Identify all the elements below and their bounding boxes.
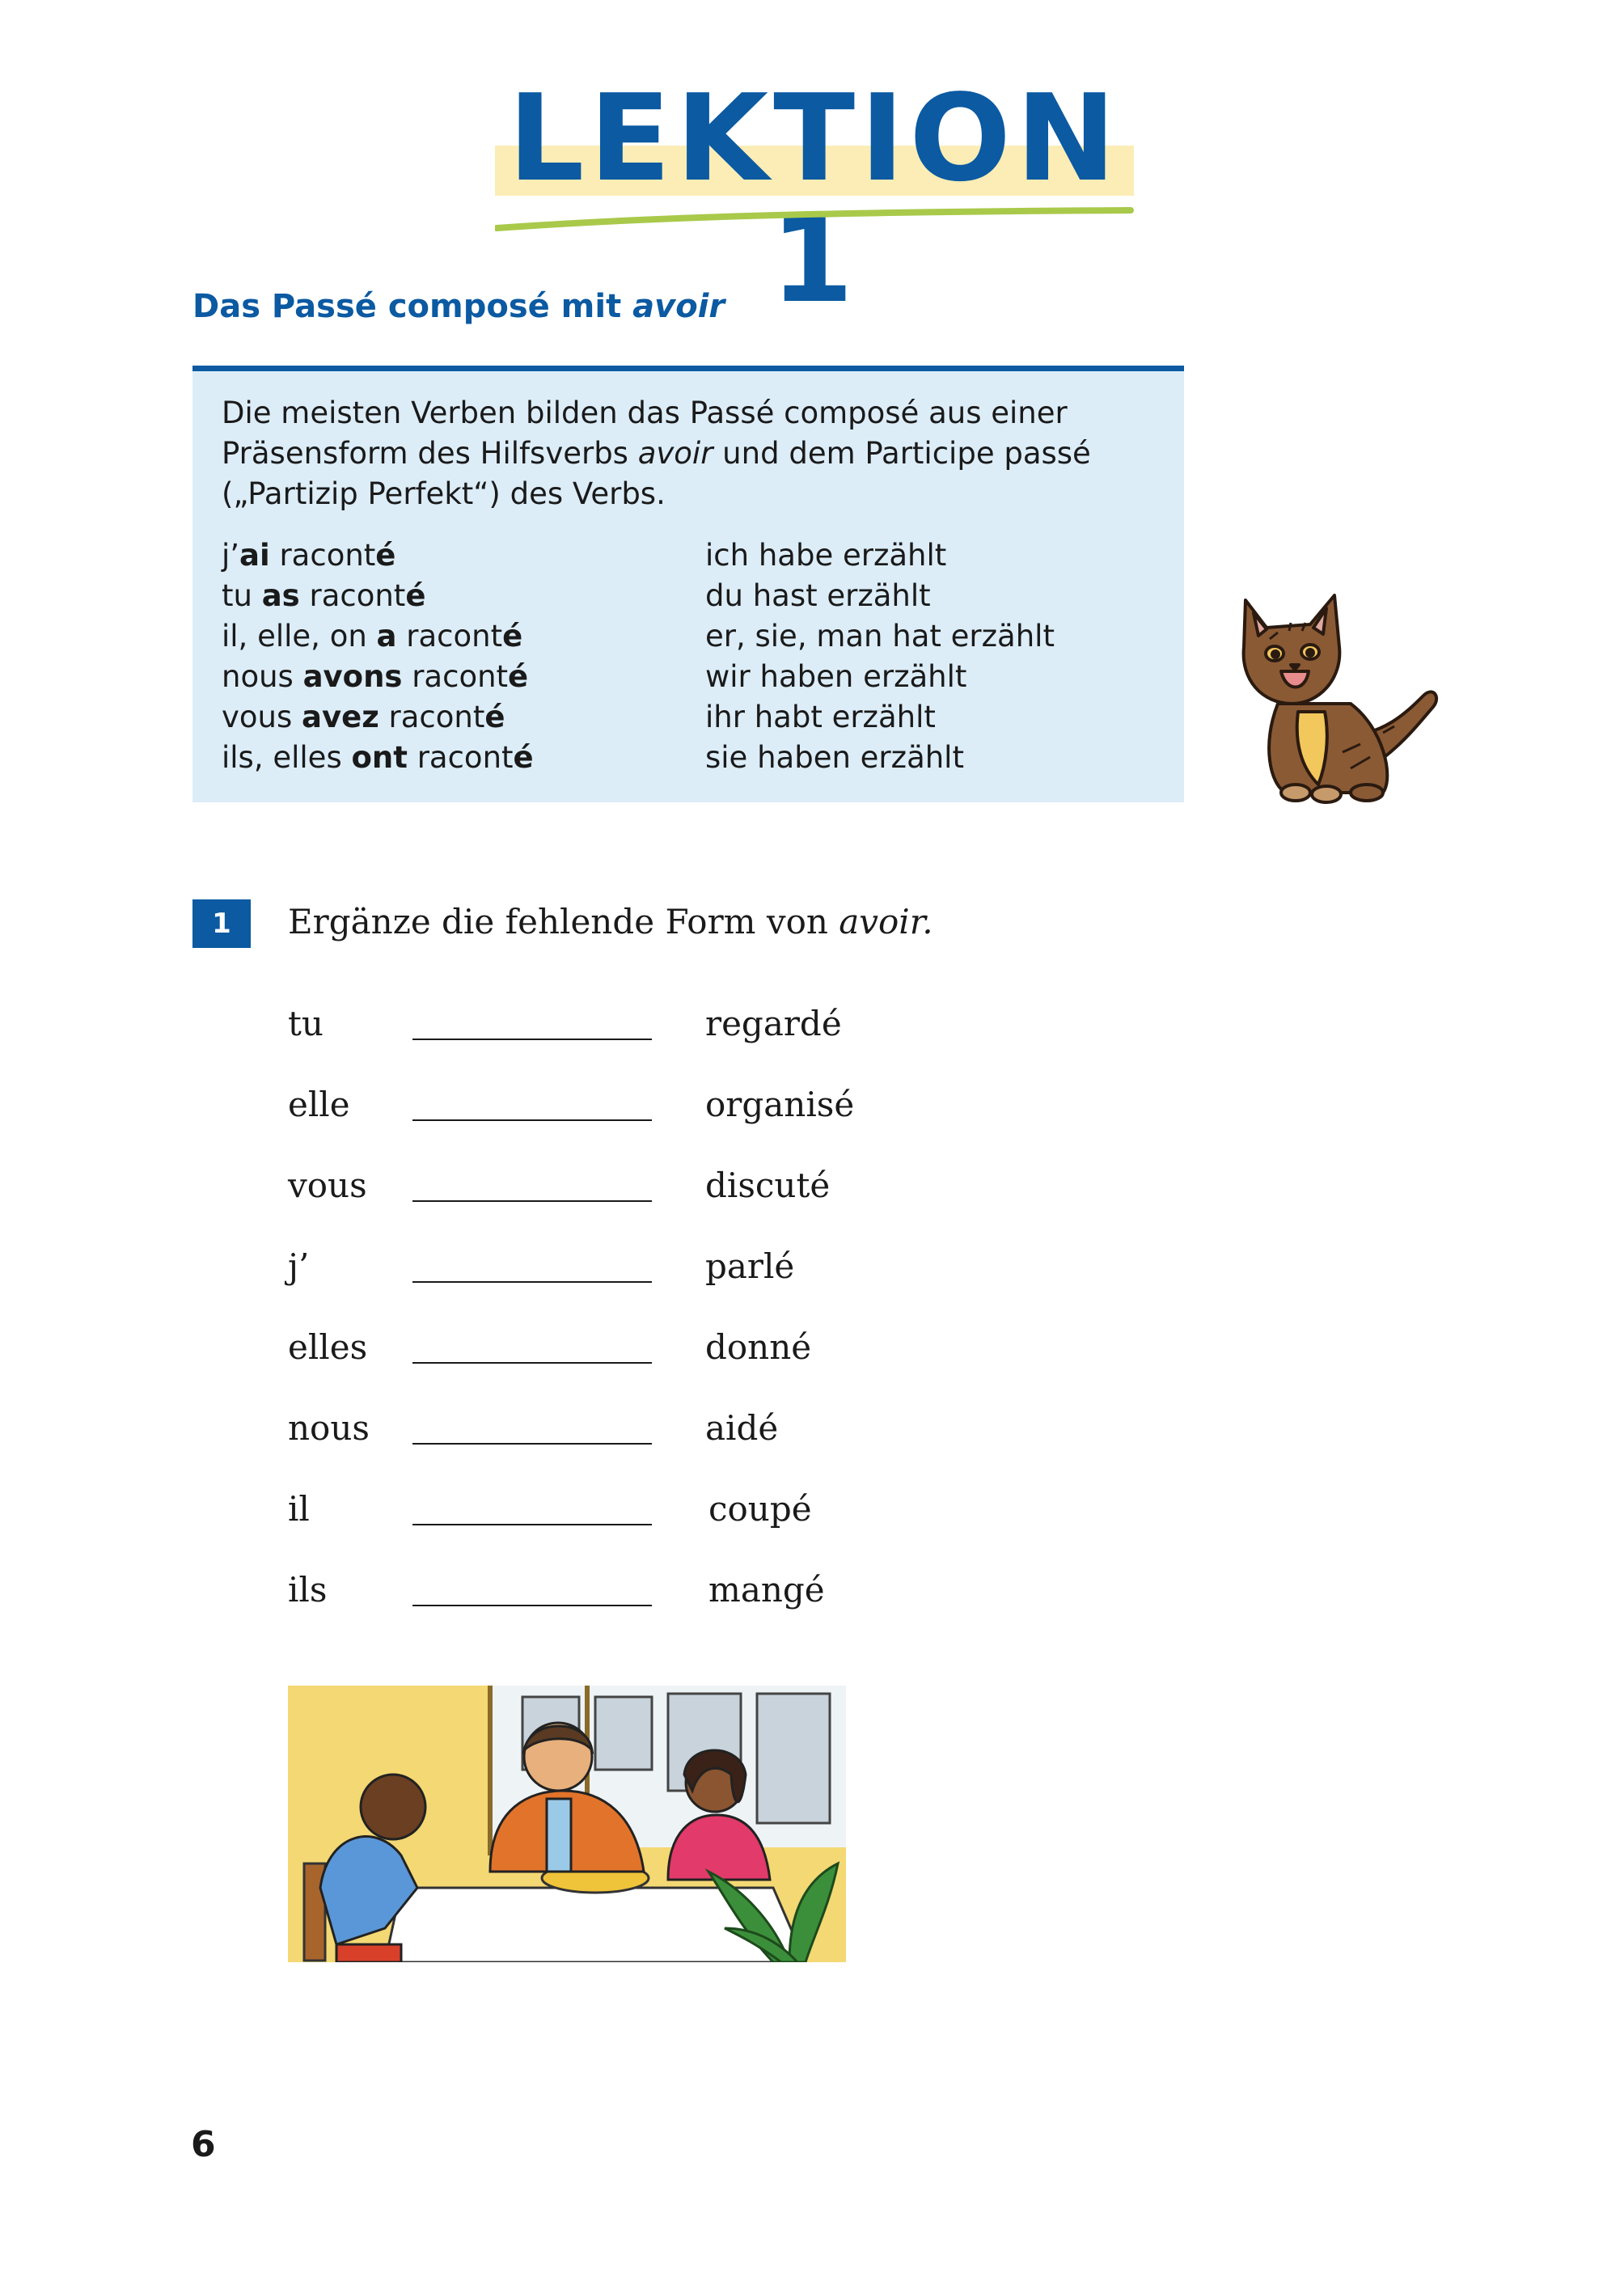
exercise-pronoun: vous — [288, 1166, 367, 1205]
conjugation-fr: nous avons raconté — [222, 659, 529, 694]
answer-blank[interactable] — [412, 1039, 652, 1040]
exercise-pronoun: j’ — [288, 1246, 310, 1286]
answer-blank[interactable] — [412, 1362, 652, 1364]
exercise-instruction: Ergänze die fehlende Form von avoir. — [288, 902, 933, 941]
conjugation-fr: il, elle, on a raconté — [222, 619, 523, 654]
conjugation-de: wir haben erzählt — [705, 659, 967, 694]
exercise-pronoun: nous — [288, 1408, 370, 1448]
exercise-participle: aidé — [705, 1408, 779, 1448]
answer-blank[interactable] — [412, 1200, 652, 1202]
exercise-participle: discuté — [705, 1166, 831, 1205]
exercise-participle: regardé — [705, 1004, 842, 1043]
family-dinner-illustration — [288, 1686, 846, 1962]
exercise-pronoun: elle — [288, 1085, 350, 1124]
conjugation-de: er, sie, man hat erzählt — [705, 619, 1055, 654]
conjugation-de: ihr habt erzählt — [705, 700, 936, 734]
exercise-pronoun: elles — [288, 1327, 368, 1367]
exercise-number-badge: 1 — [192, 899, 251, 948]
page-number: 6 — [191, 2124, 216, 2165]
exercise-pronoun: il — [288, 1489, 310, 1529]
conjugation-fr: j’ai raconté — [222, 538, 396, 573]
answer-blank[interactable] — [412, 1524, 652, 1525]
exercise-participle: organisé — [705, 1085, 855, 1124]
conjugation-de: du hast erzählt — [705, 578, 931, 613]
answer-blank[interactable] — [412, 1119, 652, 1121]
answer-blank[interactable] — [412, 1281, 652, 1283]
conjugation-de: ich habe erzählt — [705, 538, 947, 573]
lesson-title: LEKTION 1 — [508, 69, 1121, 329]
cat-illustration — [1221, 590, 1440, 809]
title-underline-swoosh — [495, 204, 1134, 236]
grammar-explanation: Die meisten Verben bilden das Passé composé aus einer Präsensform des Hilfsverbs avoir und dem Participe passé („Partizip Perfekt“) des Verbs. — [222, 396, 1091, 511]
exercise-participle: parlé — [705, 1246, 795, 1286]
conjugation-fr: vous avez raconté — [222, 700, 505, 734]
section-heading: Das Passé composé mit avoir — [192, 288, 725, 325]
exercise-participle: donné — [705, 1327, 812, 1367]
conjugation-de: sie haben erzählt — [705, 740, 964, 775]
conjugation-fr: ils, elles ont raconté — [222, 740, 534, 775]
exercise-participle: coupé — [708, 1489, 812, 1529]
exercise-pronoun: tu — [288, 1004, 324, 1043]
exercise-participle: mangé — [708, 1570, 825, 1610]
answer-blank[interactable] — [412, 1443, 652, 1445]
conjugation-fr: tu as raconté — [222, 578, 426, 613]
answer-blank[interactable] — [412, 1605, 652, 1606]
exercise-pronoun: ils — [288, 1570, 328, 1610]
